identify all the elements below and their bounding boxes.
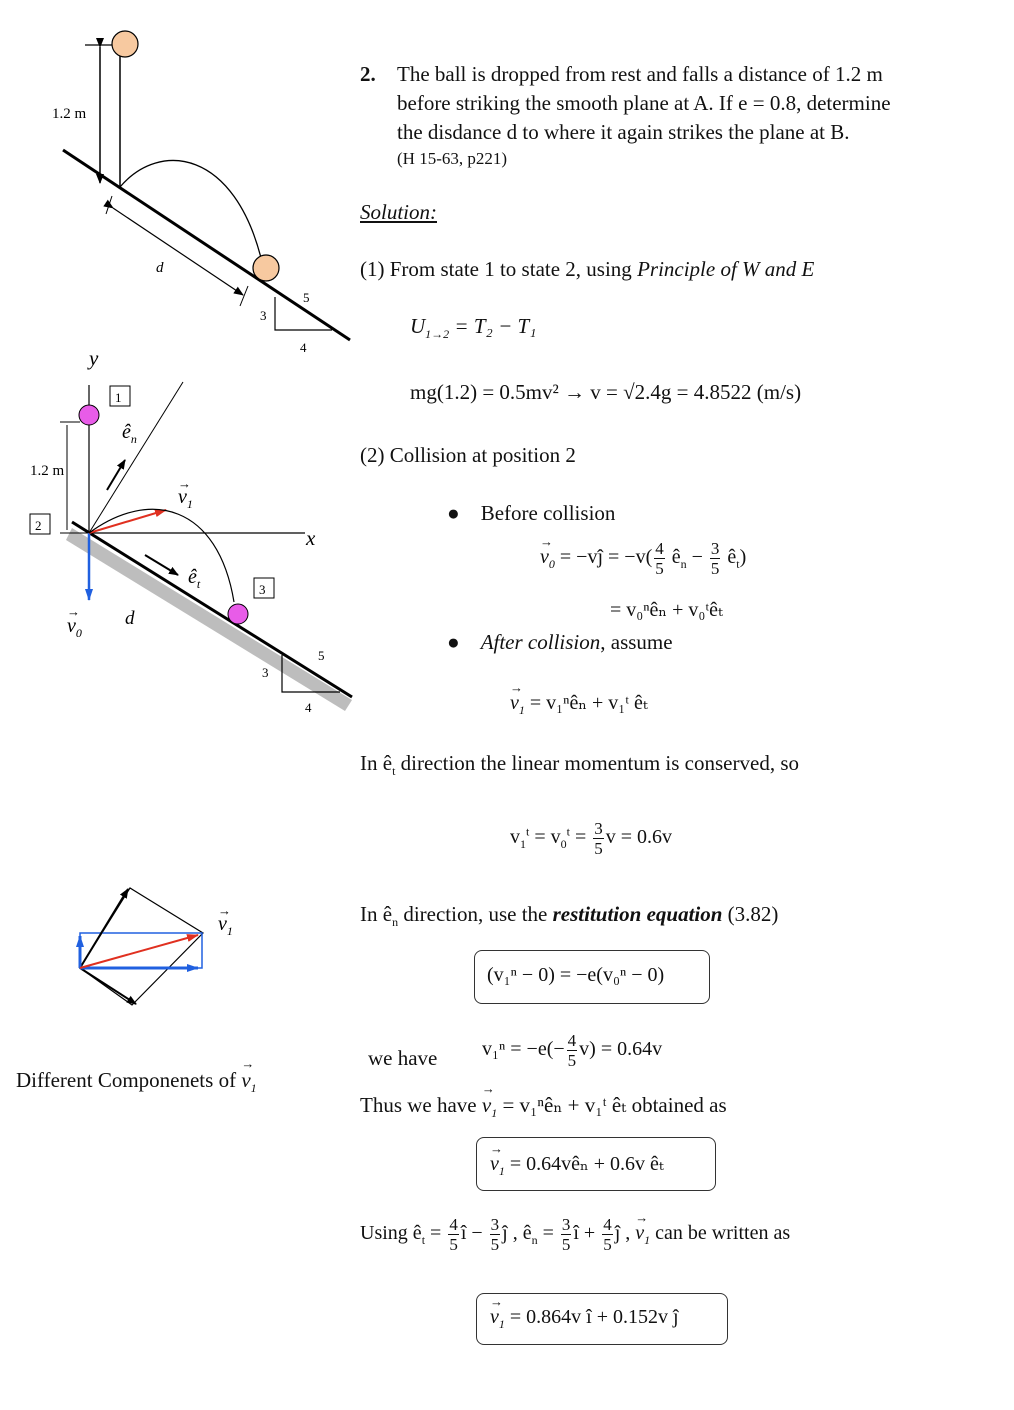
energy-eq: mg(1.2) = 0.5mv² → v = √2.4g = 4.8522 (m/s) <box>410 380 802 404</box>
ball-end <box>253 255 279 281</box>
result-eq-2: → $v_1 = 0.864v$ î + 0.152v ĵ <box>490 1306 679 1332</box>
v1-eq: → $v_1$ = v₁ⁿêₙ + v₁ᵗ êₜ <box>510 690 648 718</box>
result-eq-1: → $v_1$ = 0.64vêₙ + 0.6v êₜ <box>490 1151 664 1179</box>
figure-2 <box>30 346 352 715</box>
v0-eq-line2: = v₀ⁿêₙ + v₀ᵗêₜ <box>610 599 723 621</box>
restitution-eq: (v₁ⁿ − 0) = −e(v₀ⁿ − 0) <box>487 964 665 986</box>
en-arrow <box>107 460 125 490</box>
figure-1 <box>52 31 350 355</box>
work-energy-eq: $U_{1\to 2} = T_2 - T_1$ <box>410 314 537 342</box>
step1-text: (1) From state 1 to state 2, using Principle of W and E <box>360 257 815 281</box>
component-box-black <box>80 888 203 1005</box>
d-label-2: d <box>125 608 135 629</box>
bullet-2: ● After collision, assume <box>447 630 673 654</box>
problem-ref: (H 15-63, p221) <box>397 149 508 168</box>
d-label: d <box>156 260 164 276</box>
tangent-text: In $ê_t$ direction the linear momentum is conserved, so <box>360 751 799 779</box>
x-label: x <box>306 526 316 550</box>
svg-text:→: → <box>67 604 80 619</box>
v0-eq-line1: → $v_0$ = −vĵ = −v( $\frac{4}{5}$ $ê_n$ − $\frac{3}{5}$ $ê_t$) <box>540 540 746 577</box>
ball-state-3 <box>228 604 248 624</box>
problem-line-1: The ball is dropped from rest and falls a distance of 1.2 m <box>397 62 883 86</box>
en-symbol: $ê_n$ <box>122 421 137 446</box>
tri-5: 5 <box>303 290 310 305</box>
problem-line-2: before striking the smooth plane at A. If e = 0.8, determine <box>397 91 891 115</box>
thus-text: Thus we have → $v_1$ = v₁ⁿêₙ + v₁ᵗ êₜ obtained as <box>360 1093 727 1121</box>
svg-text:→: → <box>178 476 191 491</box>
state-1-label: 1 <box>115 390 122 405</box>
fig3-caption: Different Componenets of → $v_1$ <box>16 1068 257 1096</box>
tri-5-2: 5 <box>318 648 325 663</box>
figure-3 <box>80 888 233 1005</box>
v1n-eq: v₁ⁿ = −e(− $\frac{4}{5}$ v) = 0.64v <box>482 1031 663 1070</box>
we-have: we have <box>368 1046 438 1070</box>
y-label: y <box>89 346 99 370</box>
fig3-et-component <box>80 968 136 1004</box>
bullet-1: ● Before collision <box>447 501 616 525</box>
svg-text:→: → <box>218 903 231 918</box>
tri-3: 3 <box>260 308 267 323</box>
inclined-plane <box>63 150 350 340</box>
v0-symbol: $v_0$ <box>67 615 82 640</box>
state-3-label: 3 <box>259 582 266 597</box>
tri-4: 4 <box>300 340 307 355</box>
tri-4-2: 4 <box>305 700 312 715</box>
svg-text:v1: $v_1$ <box>218 913 233 938</box>
ball-start <box>112 31 138 57</box>
d-dimension <box>113 208 243 295</box>
plane-shadow <box>66 528 352 711</box>
solution-heading: Solution: <box>360 200 437 224</box>
ball-state-1 <box>79 405 99 425</box>
trajectory <box>120 161 262 262</box>
using-text: Using $ê_t$ = $\frac{4}{5}$ î − $\frac{3}{5}$ ĵ , $ê_n$ = $\frac{3}{5}$ î + $\frac{4}{5}$ ĵ , → $v_1$ can be written as <box>360 1216 790 1253</box>
v1-symbol: $v_1$ <box>178 486 193 511</box>
state-2-label: 2 <box>35 518 42 533</box>
figures-svg <box>0 0 360 1110</box>
normal-line <box>89 382 183 533</box>
problem-line-3: the disdance d to where it again strikes the plane at B. <box>397 120 850 144</box>
tri-3-2: 3 <box>262 665 269 680</box>
tangent-eq: $v_1^t = v_0^t$ = $\frac{3}{5}$ v = 0.6v <box>510 819 673 858</box>
step2-heading: (2) Collision at position 2 <box>360 443 576 467</box>
problem-number: 2. <box>360 62 376 86</box>
et-symbol: $ê_t$ <box>188 566 201 591</box>
height-label-2: 1.2 m <box>30 463 65 479</box>
normal-text: In $ê_n$ direction, use the restitution equation (3.82) <box>360 902 779 930</box>
height-label: 1.2 m <box>52 106 87 122</box>
